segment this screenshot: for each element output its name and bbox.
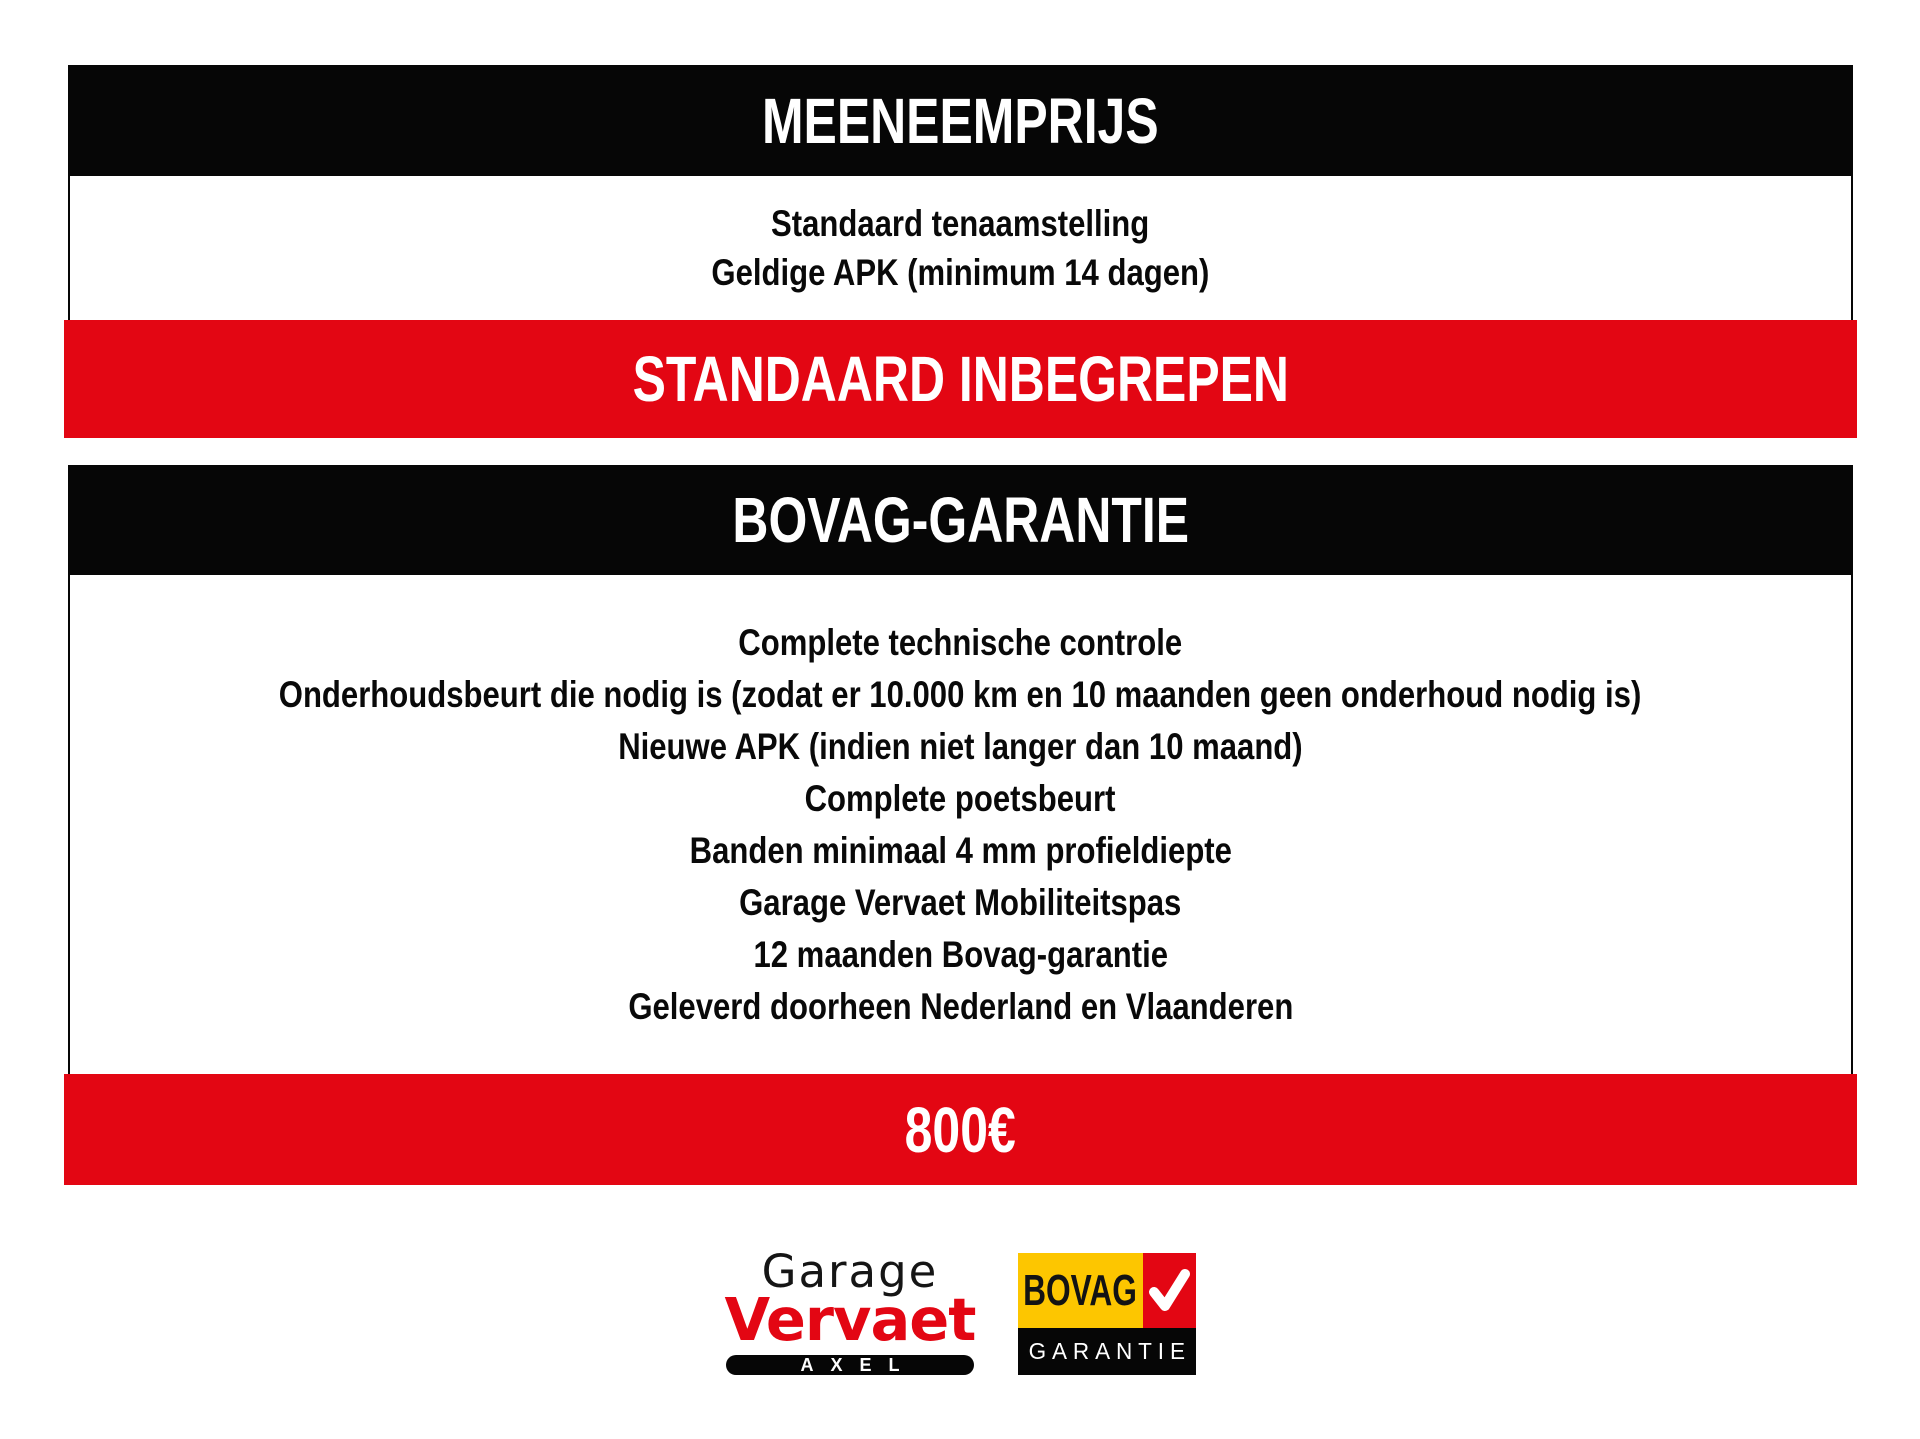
garantie-item: Nieuwe APK (indien niet langer dan 10 maand) (618, 725, 1303, 767)
garantie-logo-word: GARANTIE (1028, 1338, 1191, 1364)
meeneemprijs-conditions-box (68, 176, 1853, 320)
bovag-logo-word: BOVAG (1023, 1265, 1137, 1315)
meeneemprijs-header-bar (68, 65, 1853, 176)
bovag-logo-black-panel (1018, 1328, 1196, 1375)
garantie-item: Onderhoudsbeurt die nodig is (zodat er 10.000 km en 10 maanden geen onderhoud nodig is) (279, 673, 1642, 715)
check-icon (1147, 1267, 1191, 1315)
bovag-garantie-logo (1018, 1253, 1196, 1375)
garage-vervaet-logo (724, 1245, 976, 1375)
bovag-garantie-title: BOVAG-GARANTIE (732, 484, 1189, 556)
condition-line: Standaard tenaamstelling (771, 203, 1150, 244)
condition-line: Geldige APK (minimum 14 dagen) (711, 252, 1210, 293)
bovag-garantie-items-box (68, 575, 1853, 1074)
garantie-item: Banden minimaal 4 mm profieldiepte (689, 829, 1232, 871)
bovag-garantie-header-bar (68, 465, 1853, 575)
garantie-item: Complete poetsbeurt (805, 777, 1116, 819)
axel-badge: AXEL (726, 1355, 974, 1375)
bovag-logo-red-panel (1143, 1253, 1196, 1328)
meeneemprijs-title: MEENEEMPRIJS (762, 84, 1159, 157)
garantie-item: 12 maanden Bovag-garantie (753, 933, 1168, 975)
garantie-item: Garage Vervaet Mobiliteitspas (739, 881, 1182, 923)
garage-logo-word: Garage (761, 1245, 939, 1298)
price-amount: 800€ (904, 1093, 1017, 1166)
bovag-logo-yellow-panel (1018, 1253, 1143, 1328)
vervaet-logo-word: Vervaet (724, 1285, 976, 1354)
bovag-logo-top (1018, 1253, 1196, 1328)
price-banner (64, 1074, 1857, 1185)
garantie-item: Complete technische controle (738, 621, 1183, 663)
footer-logos (0, 1245, 1920, 1375)
garantie-item: Geleverd doorheen Nederland en Vlaanderen (628, 985, 1293, 1027)
standaard-inbegrepen-banner (64, 320, 1857, 438)
standaard-inbegrepen-label: STANDAARD INBEGREPEN (632, 343, 1289, 415)
